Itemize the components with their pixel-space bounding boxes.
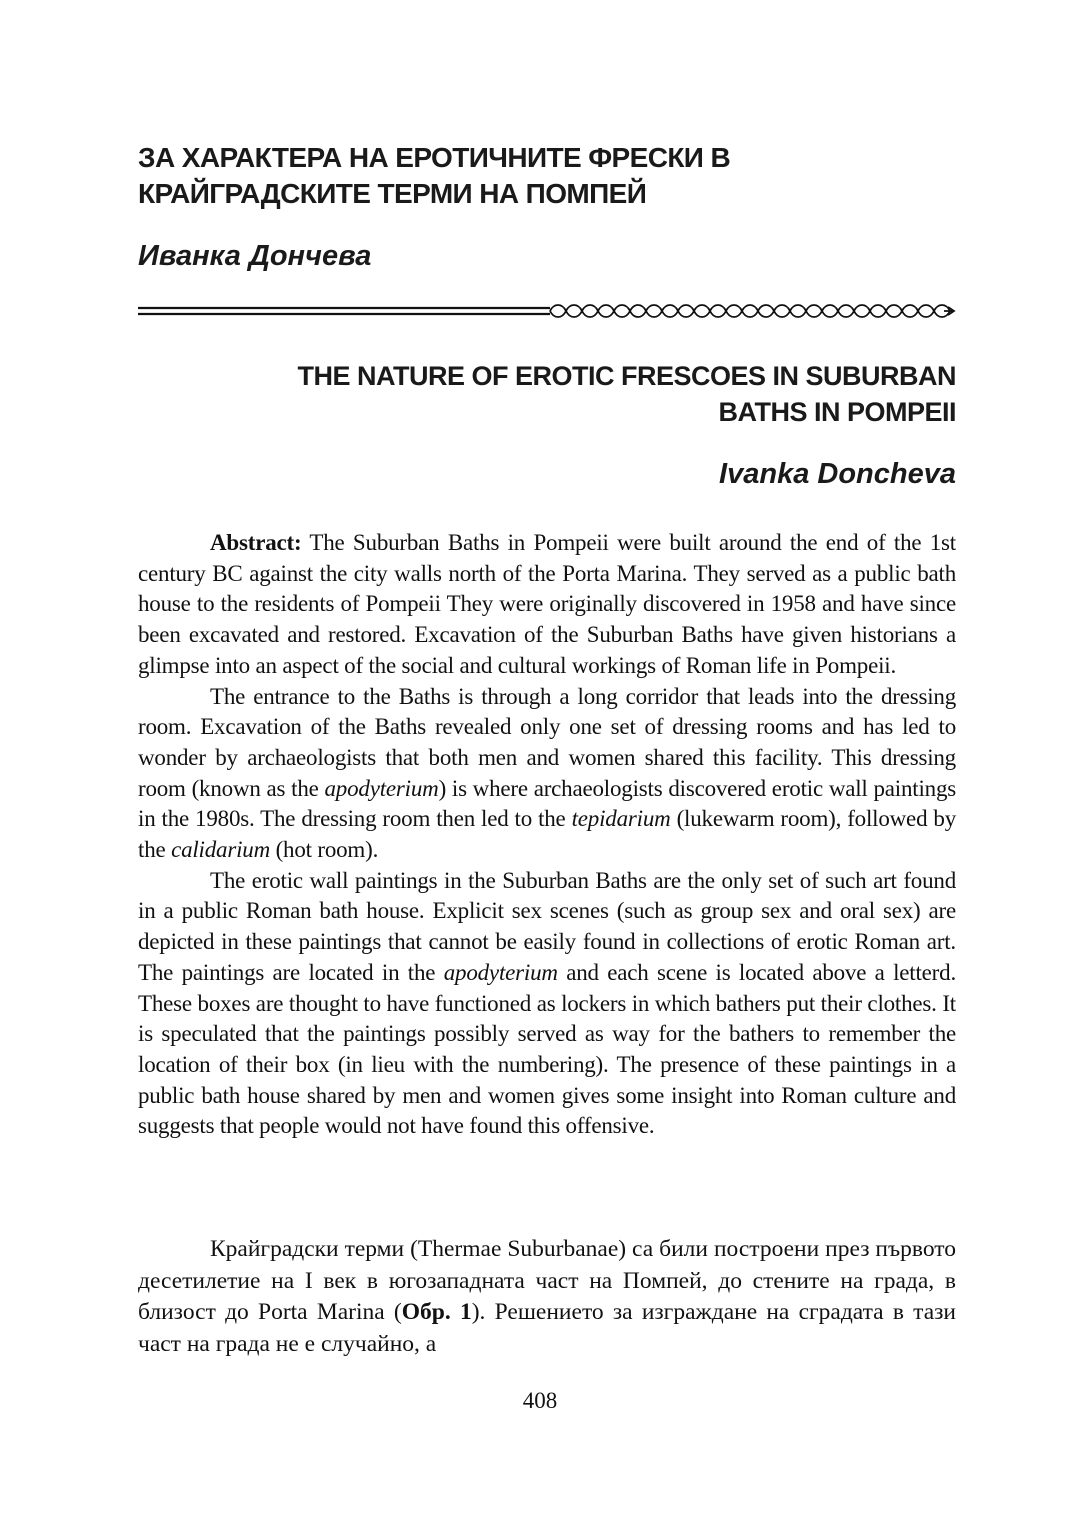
abstract [138,528,956,1142]
english-title-line-2: BATHS IN POMPEII [718,397,956,427]
english-title [138,358,956,430]
abstract-label: Abstract: [210,530,302,555]
ornamental-divider [138,300,956,322]
page-number: 408 [522,1388,558,1413]
body-text [138,1234,956,1360]
bulgarian-author: Иванка Дончева [138,240,372,272]
abstract-paragraph-3: The erotic wall paintings in the Suburban Baths are the only set of such art found in a public Roman bath house. Explicit sex scenes (such as group sex and oral sex) are depicted in these paintings that cannot be easily found in collections of erotic Roman art. The paintings are located in the apodyterium and each scene is located above a letterd. These boxes are thought to have functioned as lockers in which bathers put their clothes. It is speculated that the paintings possibly served as way for the bathers to remember the location of their box (in lieu with the numbering). The presence of these paintings in a public bath house shared by men and women gives some insight into Roman culture and suggests that people would not have found this offensive. [138,867,956,1139]
body-paragraph-1: Крайградски терми (Thermae Suburbanae) са били построени през първото десетилетие на I век в югозападната част на Помпей, до стените на града, в близост до Porta Marina (Обр. 1). Решението за изграждане на сградата в тази част на града не е случайно, а [138,1236,956,1357]
bulgarian-title [138,140,958,212]
bulgarian-title-line-2: КРАЙГРАДСКИТЕ ТЕРМИ НА ПОМПЕЙ [138,178,647,209]
abstract-paragraph-1: Abstract: The Suburban Baths in Pompeii were built around the end of the 1st century BC against the city walls north of the Porta Marina. They served as a public bath house to the residents of Pompeii They were originally discovered in 1958 and have since been excavated and restored. Excavation of the Suburban Baths have given historians a glimpse into an aspect of the social and cultural workings of Roman life in Pompeii. [138,530,956,678]
abstract-paragraph-2: The entrance to the Baths is through a long corridor that leads into the dressing room. Excavation of the Baths revealed only one set of dressing rooms and has led to wonder by archaeologists that both men and women shared this facility. This dressing room (known as the apodyterium) is where archaeologists discovered erotic wall paintings in the 1980s. The dressing room then led to the tepidarium (lukewarm room), followed by the calidarium (hot room). [138,683,957,863]
bulgarian-title-line-1: ЗА ХАРАКТЕРА НА ЕРОТИЧНИТЕ ФРЕСКИ В [138,142,731,173]
figure-reference: Обр. 1 [401,1299,472,1325]
english-author: Ivanka Doncheva [719,458,956,490]
english-title-line-1: THE NATURE OF EROTIC FRESCOES IN SUBURBAN [297,361,956,391]
